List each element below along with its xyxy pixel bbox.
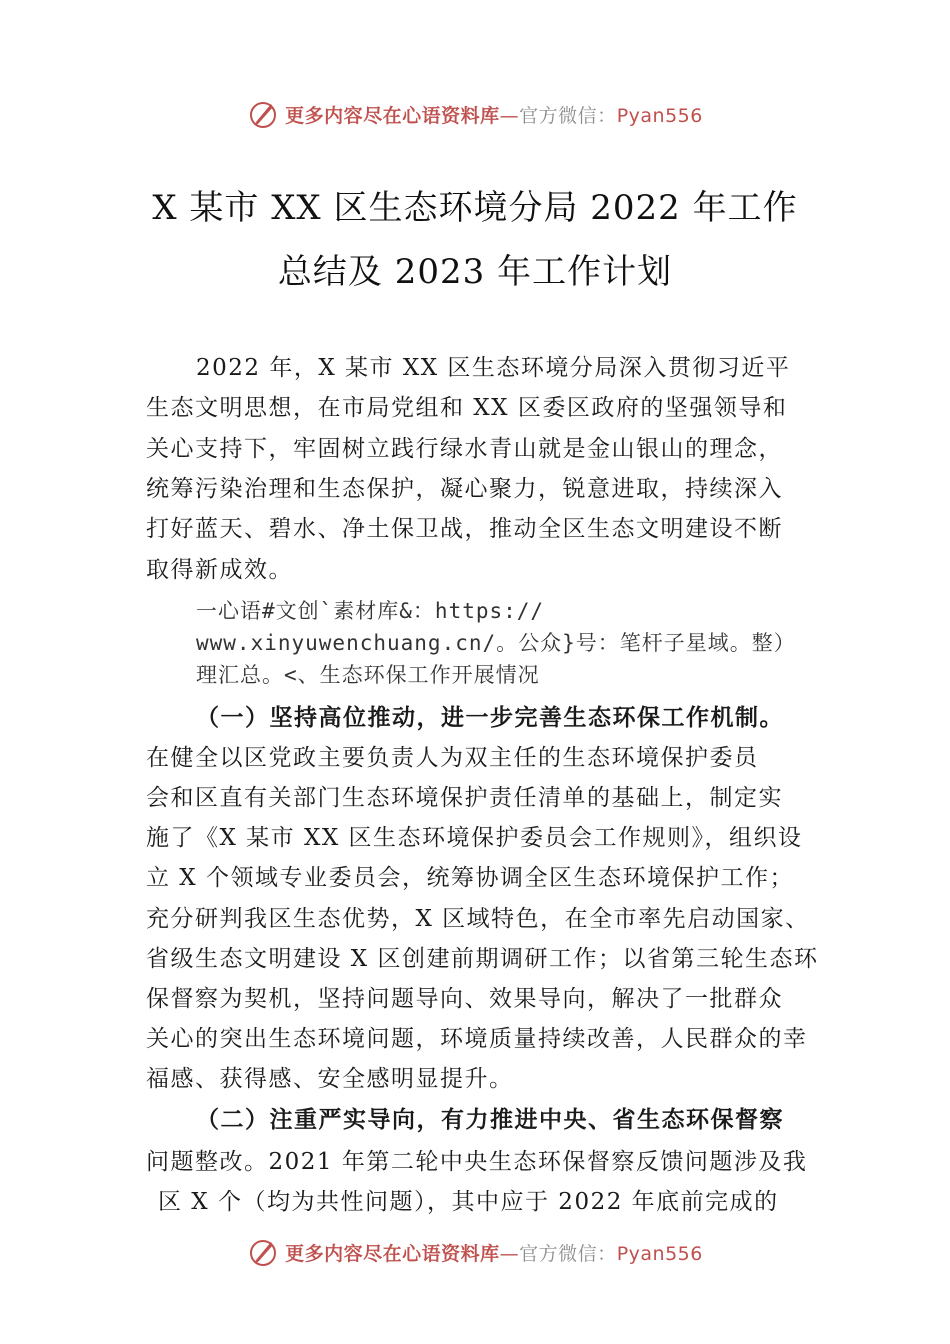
- body-line: 关心的突出生态环境问题，环境质量持续改善，人民群众的幸: [146, 1026, 808, 1052]
- body-line: 生态文明思想，在市局党组和 XX 区委区政府的坚强领导和: [146, 395, 788, 421]
- body-line: 2022 年，X 某市 XX 区生态环境分局深入贯彻习近平: [196, 355, 791, 381]
- body-line: 取得新成效。: [146, 557, 293, 583]
- body-line: 关心支持下，牢固树立践行绿水青山就是金山银山的理念，: [146, 436, 783, 462]
- body-line: 福感、获得感、安全感明显提升。: [146, 1066, 514, 1092]
- quill-logo-icon: [247, 98, 279, 130]
- body-line: 充分研判我区生态优势，X 区域特色，在全市率先启动国家、: [146, 906, 810, 932]
- watermark-label: 官方微信：: [519, 1242, 617, 1265]
- watermark-id: Pyan556: [616, 104, 703, 127]
- body-line: 区 X 个（均为共性问题），其中应于 2022 年底前完成的: [158, 1189, 779, 1215]
- watermark-banner-bottom: [0, 1232, 950, 1272]
- body-line: 打好蓝天、碧水、净土保卫战，推动全区生态文明建设不断: [146, 516, 783, 542]
- body-line: 统筹污染治理和生态保护，凝心聚力，锐意进取，持续深入: [146, 476, 783, 502]
- document-title-line-2: 总结及 2023 年工作计划: [277, 252, 673, 292]
- watermark-text: [285, 1239, 703, 1266]
- watermark-brand: 更多内容尽在心语资料库: [285, 104, 500, 127]
- body-line: 在健全以区党政主要负责人为双主任的生态环境保护委员: [146, 745, 759, 771]
- watermark-text: [285, 101, 703, 128]
- watermark-banner-top: [0, 94, 950, 134]
- subsection-heading-1: （一）坚持高位推动，进一步完善生态环保工作机制。: [196, 704, 784, 731]
- watermark-brand: 更多内容尽在心语资料库: [285, 1242, 500, 1265]
- body-line: 保督察为契机，坚持问题导向、效果导向，解决了一批群众: [146, 986, 783, 1012]
- section-heading-line: 理汇总。<、生态环保工作开展情况: [196, 663, 540, 687]
- body-line: 省级生态文明建设 X 区创建前期调研工作；以省第三轮生态环: [146, 946, 819, 972]
- watermark-separator: —: [499, 1242, 520, 1265]
- watermark-inline-line: 一心语#文创`素材库&：https://: [196, 599, 545, 623]
- body-line: 问题整改。2021 年第二轮中央生态环保督察反馈问题涉及我: [146, 1149, 808, 1175]
- watermark-separator: —: [499, 104, 520, 127]
- body-line: 施了《X 某市 XX 区生态环境保护委员会工作规则》，组织设: [146, 825, 803, 851]
- document-title-line-1: X 某市 XX 区生态环境分局 2022 年工作: [152, 188, 798, 228]
- subsection-heading-2: （二）注重严实导向，有力推进中央、省生态环保督察: [196, 1106, 784, 1133]
- watermark-inline-line: www.xinyuwenchuang.cn/。公众}号：笔杆子星域。整）: [196, 631, 796, 655]
- body-line: 立 X 个领域专业委员会，统筹协调全区生态环境保护工作；: [146, 865, 794, 891]
- body-line: 会和区直有关部门生态环境保护责任清单的基础上，制定实: [146, 785, 783, 811]
- quill-logo-icon: [247, 1236, 279, 1268]
- watermark-label: 官方微信：: [519, 104, 617, 127]
- watermark-id: Pyan556: [616, 1242, 703, 1265]
